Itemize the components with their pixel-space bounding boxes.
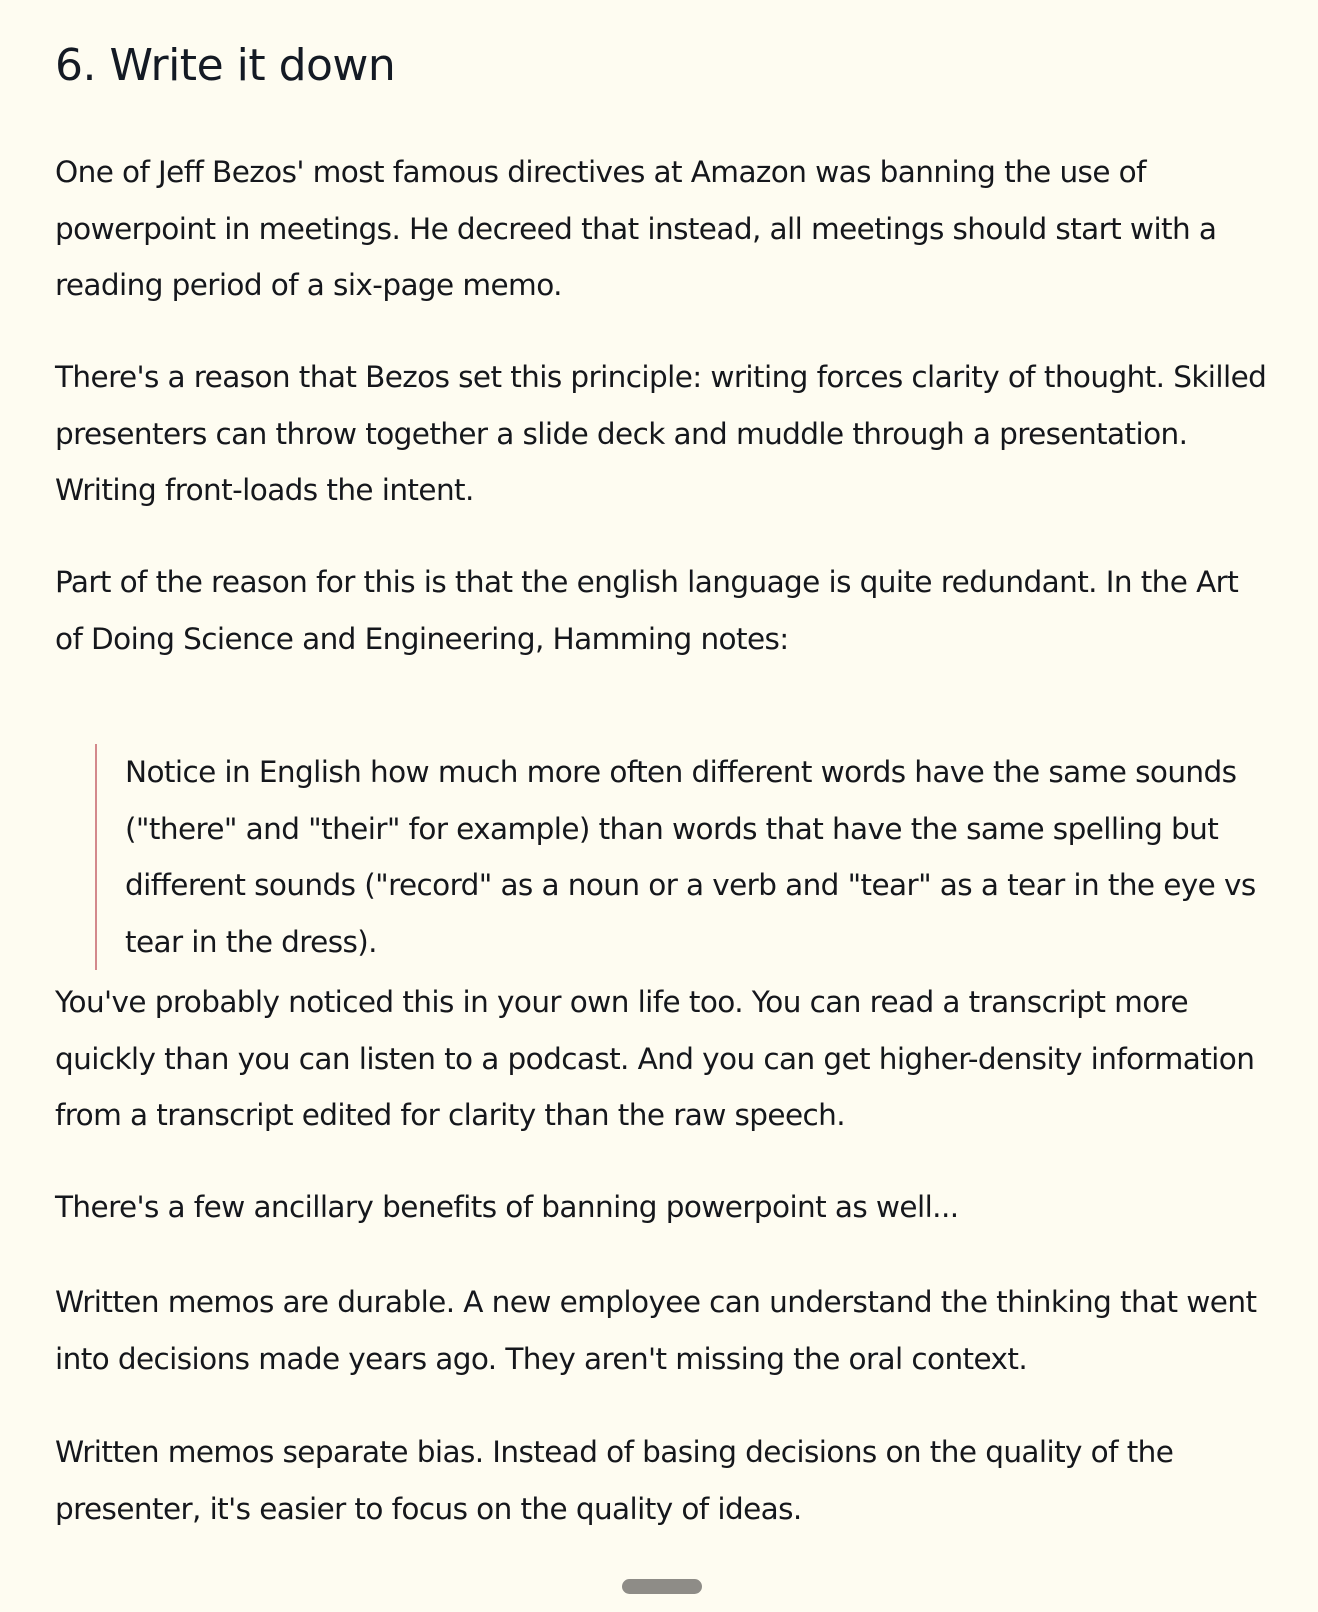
blockquote-text: Notice in English how much more often different words have the same sounds ("there" and "their" for example) than words that have the same spelling but different sounds ("record" as a noun or a verb and "tear" as a tear in the eye vs tear in the dress).	[125, 755, 1256, 959]
paragraph-bezos-directive: One of Jeff Bezos' most famous directives at Amazon was banning the use of powerpoint in meetings. He decreed that instead, all meetings should start with a reading period of a six-page memo.	[55, 155, 1217, 302]
hamming-blockquote	[95, 744, 1310, 970]
paragraph-ancillary-benefits: There's a few ancillary benefits of banning powerpoint as well...	[55, 1190, 959, 1224]
paragraph-memos-bias: Written memos separate bias. Instead of basing decisions on the quality of the presenter, it's easier to focus on the quality of ideas.	[55, 1435, 1174, 1526]
paragraph-clarity-of-thought: There's a reason that Bezos set this principle: writing forces clarity of thought. Skilled presenters can throw together a slide deck and muddle through a presentation. Writing front-loads the intent.	[55, 360, 1267, 507]
section-heading: 6. Write it down	[55, 40, 396, 91]
paragraph-transcript: You've probably noticed this in your own life too. You can read a transcript more quickly than you can listen to a podcast. And you can get higher-density information from a transcript edited for clarity than the raw speech.	[55, 985, 1255, 1132]
scroll-handle[interactable]	[622, 1579, 702, 1594]
paragraph-english-redundant: Part of the reason for this is that the english language is quite redundant. In the Art of Doing Science and Engineering, Hamming notes:	[55, 565, 1239, 656]
paragraph-memos-durable: Written memos are durable. A new employee can understand the thinking that went into decisions made years ago. They aren't missing the oral context.	[55, 1285, 1257, 1376]
